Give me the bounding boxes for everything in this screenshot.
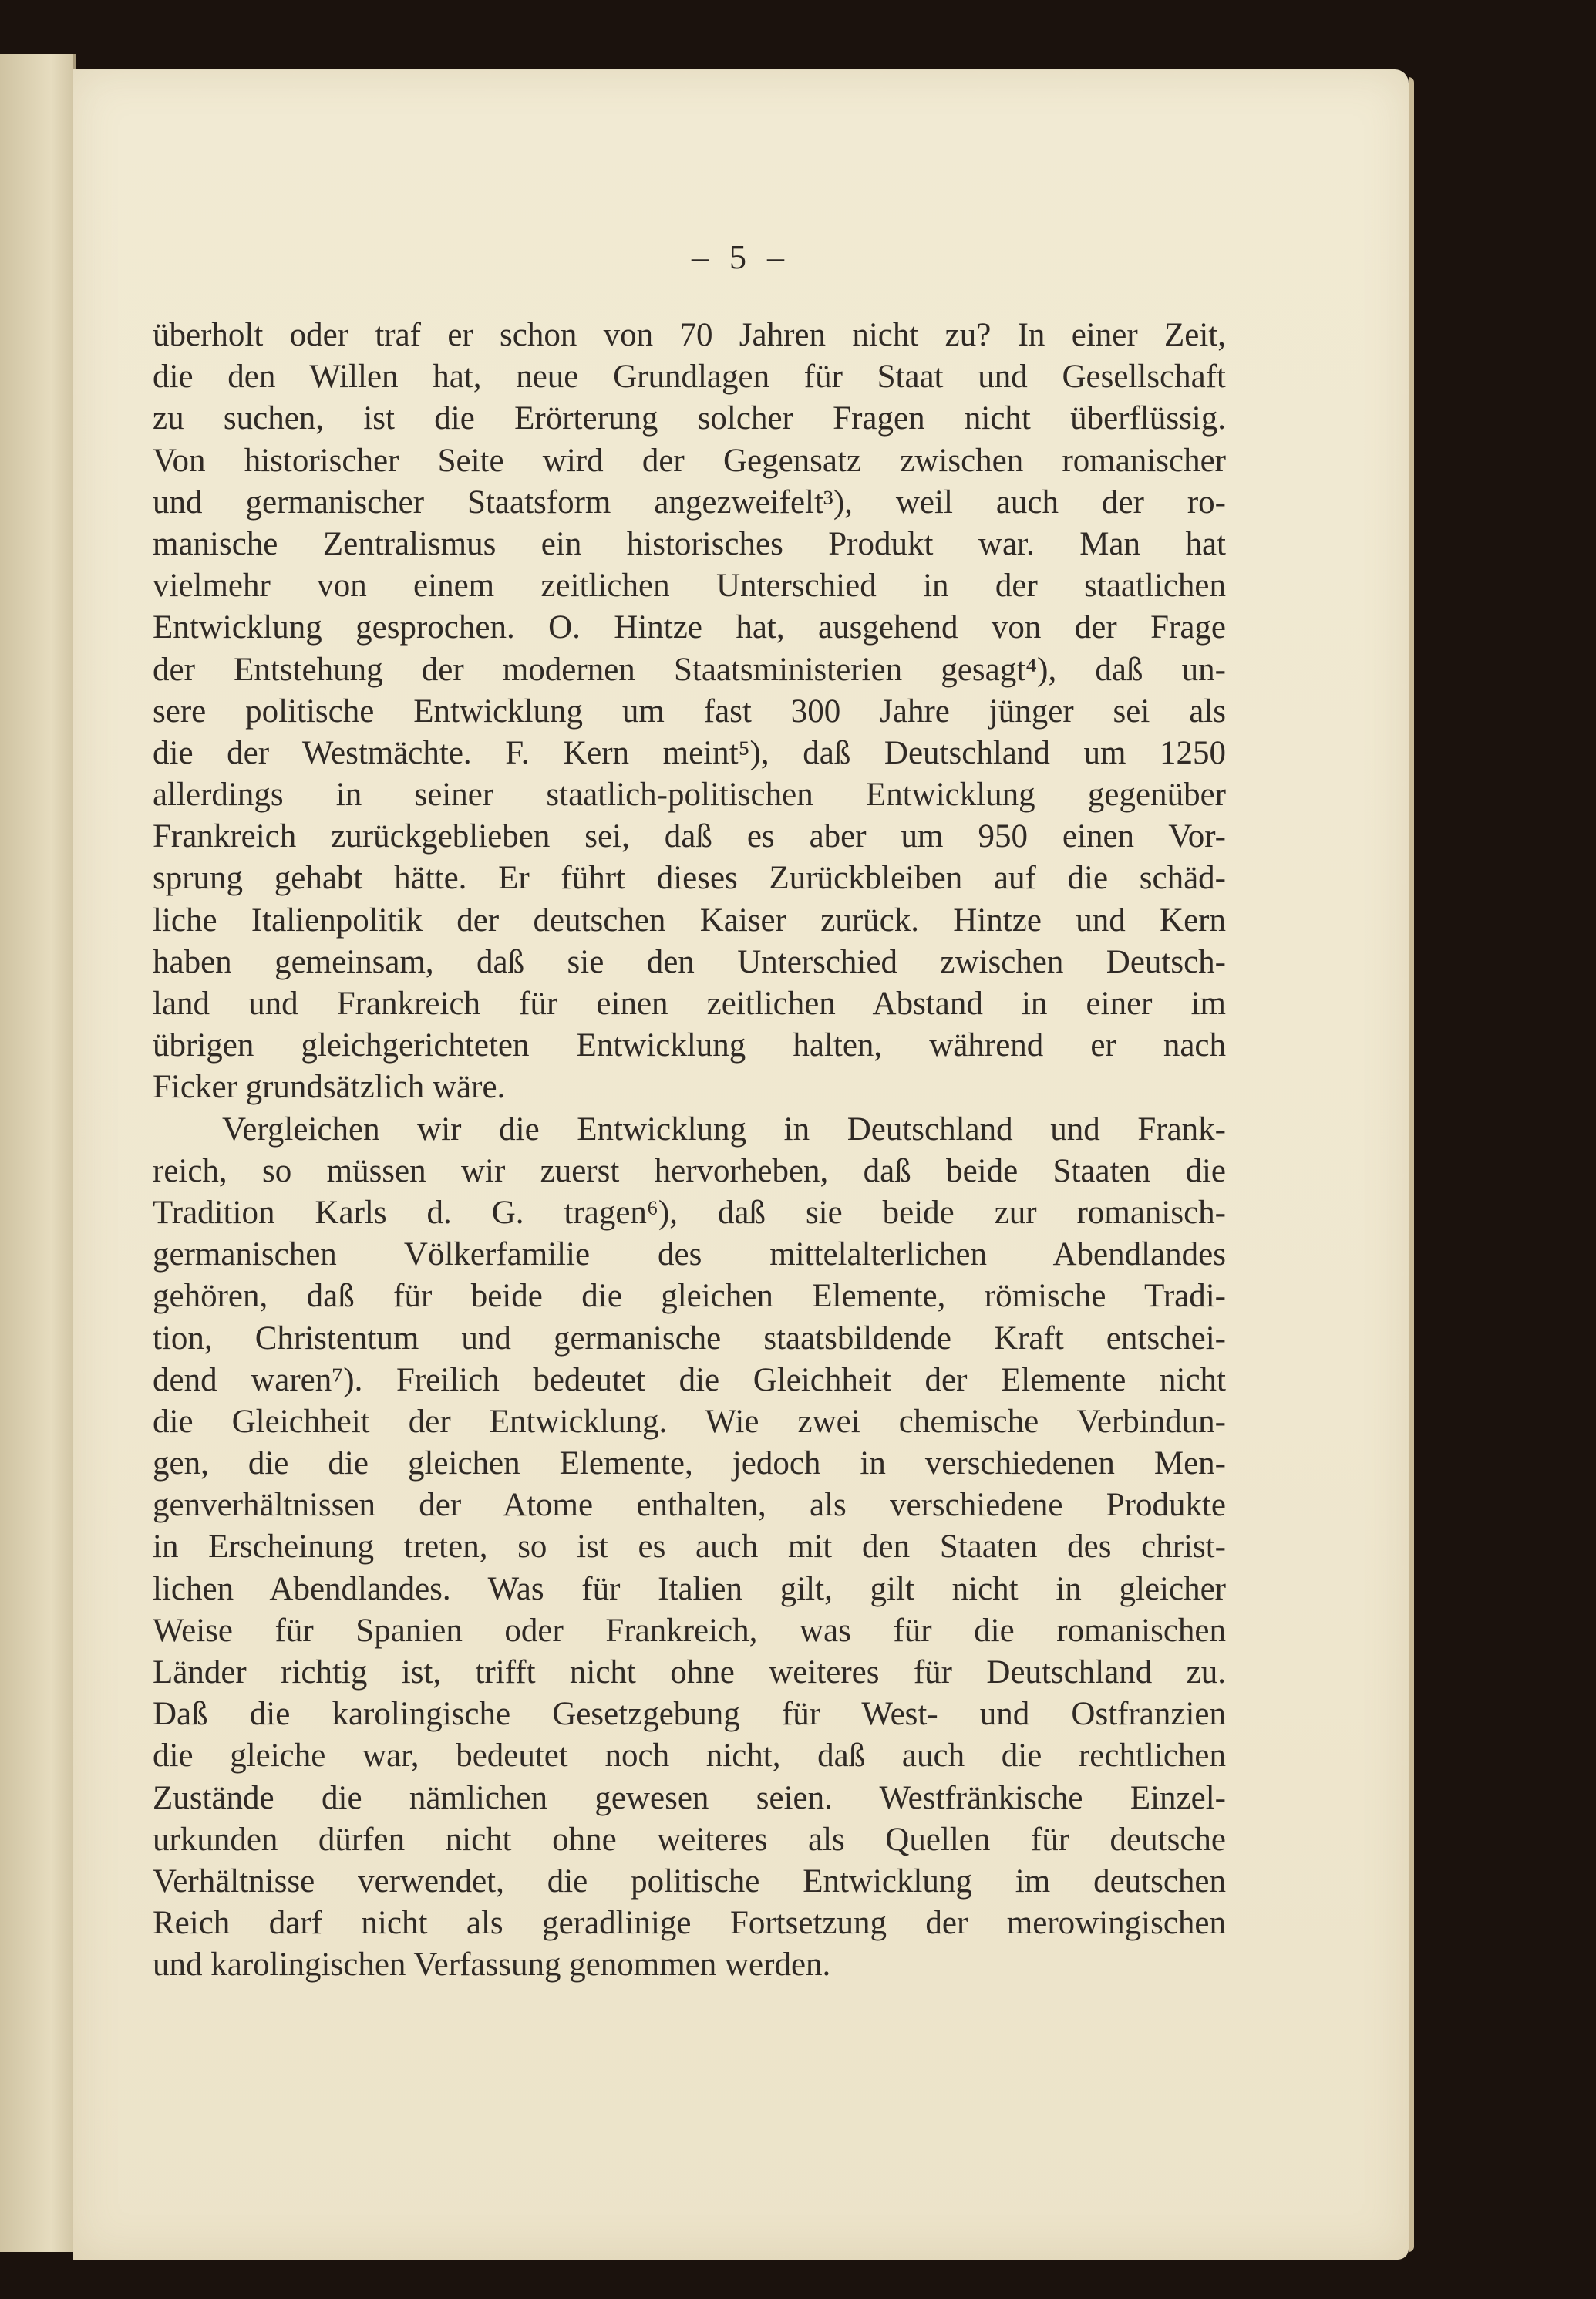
text-line: germanischen Völkerfamilie des mittelalterlichen Abendlandes — [153, 1236, 1226, 1273]
text-line: Ficker grundsätzlich wäre. — [153, 1069, 506, 1106]
text-line: übrigen gleichgerichteten Entwicklung halten, während er nach — [153, 1027, 1226, 1064]
text-line: Frankreich zurückgeblieben sei, daß es aber um 950 einen Vor- — [153, 818, 1226, 855]
paragraph — [153, 1109, 1226, 1987]
text-line: reich, so müssen wir zuerst hervorheben, daß beide Staaten die — [153, 1152, 1226, 1189]
text-line: überholt oder traf er schon von 70 Jahren nicht zu? In einer Zeit, — [153, 317, 1226, 353]
text-line: allerdings in seiner staatlich-politischen Entwicklung gegenüber — [153, 777, 1226, 814]
text-line: gehören, daß für beide die gleichen Elemente, römische Tradi- — [153, 1278, 1226, 1315]
text-line: Tradition Karls d. G. tragen⁶), daß sie beide zur romanisch- — [153, 1194, 1226, 1231]
paragraph — [153, 315, 1226, 1109]
text-line: lichen Abendlandes. Was für Italien gilt, gilt nicht in gleicher — [153, 1570, 1226, 1607]
text-line: die der Westmächte. F. Kern meint⁵), daß Deutschland um 1250 — [153, 734, 1226, 771]
text-line: sprung gehabt hätte. Er führt dieses Zurückbleiben auf die schäd- — [153, 860, 1226, 897]
text-line: die den Willen hat, neue Grundlagen für Staat und Gesellschaft — [153, 359, 1226, 396]
text-line: tion, Christentum und germanische staatsbildende Kraft entschei- — [153, 1320, 1226, 1357]
text-line: urkunden dürfen nicht ohne weiteres als Quellen für deutsche — [153, 1821, 1226, 1858]
text-line: Reich darf nicht als geradlinige Fortsetzung der merowingischen — [153, 1905, 1226, 1942]
text-line: manische Zentralismus ein historisches Produkt war. Man hat — [153, 525, 1226, 562]
text-line: dend waren⁷). Freilich bedeutet die Gleichheit der Elemente nicht — [153, 1361, 1226, 1398]
text-line: Verhältnisse verwendet, die politische Entwicklung im deutschen — [153, 1862, 1226, 1900]
text-line: land und Frankreich für einen zeitlichen Abstand in einer im — [153, 986, 1226, 1022]
text-line: Zustände die nämlichen gewesen seien. Westfränkische Einzel- — [153, 1779, 1226, 1816]
text-line: genverhältnissen der Atome enthalten, als verschiedene Produkte — [153, 1487, 1226, 1524]
book-page — [73, 69, 1409, 2260]
text-line: Entwicklung gesprochen. O. Hintze hat, ausgehend von der Frage — [153, 609, 1226, 646]
text-line: Länder richtig ist, trifft nicht ohne weiteres für Deutschland zu. — [153, 1654, 1226, 1691]
text-line: gen, die die gleichen Elemente, jedoch in verschiedenen Men- — [153, 1445, 1226, 1482]
page-edge — [1409, 77, 1414, 2252]
text-line: die gleiche war, bedeutet noch nicht, daß auch die rechtlichen — [153, 1738, 1226, 1775]
text-line: zu suchen, ist die Erörterung solcher Fragen nicht überflüssig. — [153, 400, 1226, 437]
text-line: und germanischer Staatsform angezweifelt³), weil auch der ro- — [153, 484, 1226, 521]
text-line: Vergleichen wir die Entwicklung in Deutschland und Frank- — [222, 1111, 1226, 1148]
text-line: sere politische Entwicklung um fast 300 Jahre jünger sei als — [153, 693, 1226, 730]
text-line: in Erscheinung treten, so ist es auch mit den Staaten des christ- — [153, 1529, 1226, 1566]
text-line: Daß die karolingische Gesetzgebung für West- und Ostfranzien — [153, 1696, 1226, 1733]
page-number: – 5 – — [692, 238, 790, 276]
text-line: haben gemeinsam, daß sie den Unterschied zwischen Deutsch- — [153, 943, 1226, 980]
text-line: die Gleichheit der Entwicklung. Wie zwei chemische Verbindun- — [153, 1403, 1226, 1440]
text-line: Weise für Spanien oder Frankreich, was für die romanischen — [153, 1612, 1226, 1649]
text-line: Von historischer Seite wird der Gegensatz zwischen romanischer — [153, 442, 1226, 479]
text-line: der Entstehung der modernen Staatsministerien gesagt⁴), daß un- — [153, 651, 1226, 688]
text-line: und karolingischen Verfassung genommen werden. — [153, 1947, 831, 1984]
body-text — [153, 315, 1226, 1987]
facing-page-edge — [0, 54, 76, 2252]
text-line: liche Italienpolitik der deutschen Kaiser zurück. Hintze und Kern — [153, 902, 1226, 939]
text-line: vielmehr von einem zeitlichen Unterschied in der staatlichen — [153, 568, 1226, 605]
